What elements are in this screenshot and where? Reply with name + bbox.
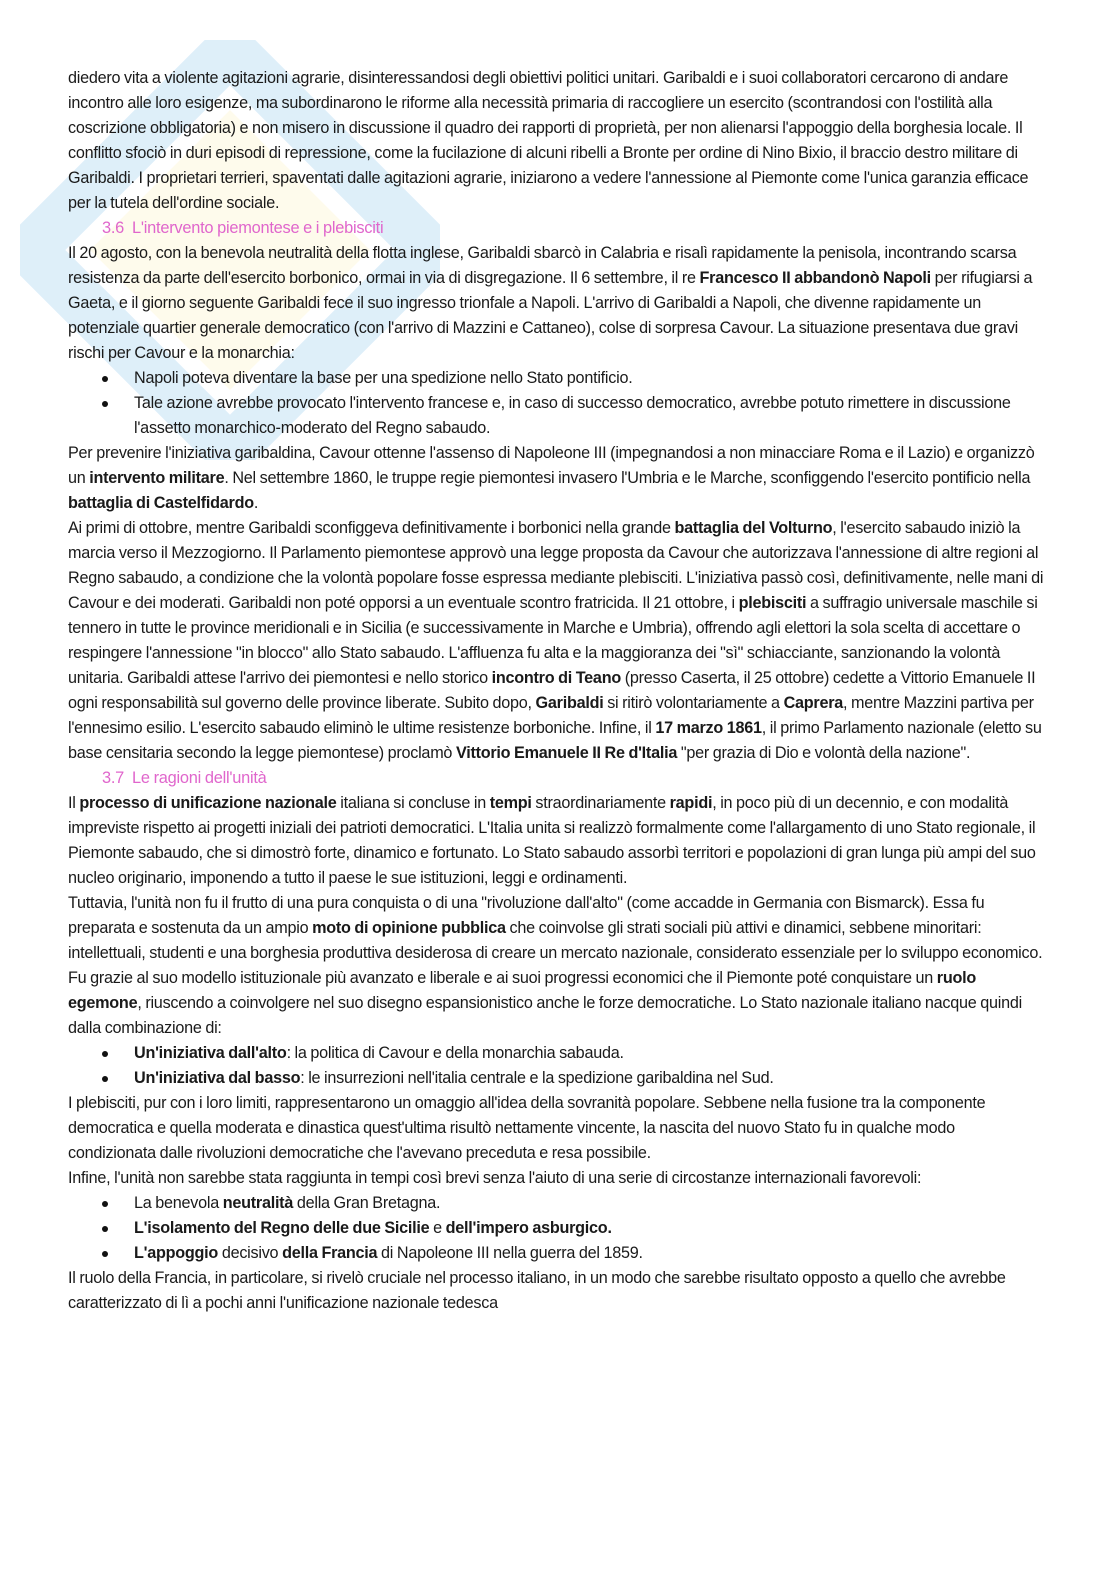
text-run: che coinvolse gli strati sociali più attivi e dinamici, sebbene minoritari: intellettuali, studenti e una borghesia produttiva desiderosa di creare un mercato nazionale, considerato essenziale per lo sviluppo economico. Fu grazie al suo modello istituzionale più avanzato e liberale e ai suoi progressi economici che il Piemonte poté conquistare un [68,919,1043,987]
text-run: , mentre Mazzini partiva per l'ennesimo esilio. L'esercito sabaudo eliminò le ultime resistenze borboniche. Infine, il [68,694,1034,737]
paragraph [68,1266,1046,1316]
bullet-list [68,1041,1046,1091]
bold-text: rapidi [669,794,713,812]
text-run: per rifugiarsi a Gaeta, e il giorno seguente Garibaldi fece il suo ingresso trionfale a Napoli. L'arrivo di Garibaldi a Napoli, che divenne rapidamente un potenziale quartier generale democratico (con l'arrivo di Mazzini e Cattaneo), colse di sorpresa Cavour. La situazione presentava due gravi rischi per Cavour e la monarchia: [68,269,1033,362]
bold-text: incontro di Teano [491,669,621,687]
paragraph [68,66,1046,216]
bold-text: battaglia del Volturno [674,519,833,537]
text-run: . [253,494,259,512]
bold-text: intervento militare [89,469,225,487]
text-run: (presso Caserta, il 25 ottobre) cedette a Vittorio Emanuele II ogni responsabilità sul governo delle province liberate. Subito dopo, [68,669,1036,712]
bold-text: Un'iniziativa dall'alto [134,1044,287,1062]
list-item [134,1216,1046,1241]
text-run: decisivo [218,1244,283,1262]
text-run: La benevola [134,1194,223,1212]
bold-text: battaglia di Castelfidardo [68,494,254,512]
text-run: , riuscendo a coinvolgere nel suo disegno espansionistico anche le forze democratiche. Lo Stato nazionale italiano nacque quindi dalla combinazione di: [68,994,1022,1037]
list-item [134,366,1046,391]
text-run: : le insurrezioni nell'italia centrale e la spedizione garibaldina nel Sud. [300,1069,774,1087]
bold-text: 17 marzo 1861 [655,719,762,737]
paragraph [68,891,1046,1041]
bold-text: tempi [489,794,532,812]
section-number: 3.6 [102,219,125,237]
bullet-list [68,366,1046,441]
section-heading [68,216,1046,241]
text-run: diedero vita a violente agitazioni agrarie, disinteressandosi degli obiettivi politici unitari. Garibaldi e i suoi collaboratori cercarono di andare incontro alle loro esigenze, ma subordinarono le riforme alla necessità primaria di raccogliere un esercito (scontrandosi con l'ostilità alla coscrizione obbligatoria) e non misero in discussione il quadro dei rapporti di proprietà, per non alienarsi l'appoggio della borghesia locale. Il conflitto sfociò in duri episodi di repressione, come la fucilazione di alcuni ribelli a Bronte per ordine di Nino Bixio, il braccio destro militare di Garibaldi. I proprietari terrieri, spaventati dalle agitazioni agrarie, iniziarono a vedere l'annessione al Piemonte come l'unica garanzia efficace per la tutela dell'ordine sociale. [68,69,1029,212]
paragraph [68,1091,1046,1166]
section-number: 3.7 [102,769,125,787]
document-page [68,66,1046,1316]
bold-text: moto di opinione pubblica [312,919,506,937]
text-run: Infine, l'unità non sarebbe stata raggiunta in tempi così brevi senza l'aiuto di una serie di circostanze internazionali favorevoli: [68,1169,922,1187]
bold-text: dell'impero asburgico. [445,1219,612,1237]
list-item [134,391,1046,441]
text-run: italiana si concluse in [336,794,490,812]
text-run: Napoli poteva diventare la base per una spedizione nello Stato pontificio. [134,369,633,387]
paragraph [68,791,1046,891]
text-run: Per prevenire l'iniziativa garibaldina, Cavour ottenne l'assenso di Napoleone III (impegnandosi a non minacciare Roma e il Lazio) e organizzò un [68,444,1035,487]
bold-text: Garibaldi [535,694,604,712]
bullet-list [68,1191,1046,1266]
text-run: a suffragio universale maschile si tennero in tutte le province meridionali e in Sicilia (e successivamente in Marche e Umbria), offrendo agli elettori la sola scelta di accettare o respingere l'annessione "in blocco" allo Stato sabaudo. L'affluenza fu alta e la maggioranza dei "sì" schiacciante, sanzionando la volontà unitaria. Garibaldi attese l'arrivo dei piemontesi e nello storico [68,594,1038,687]
list-item [134,1066,1046,1091]
bold-text: plebisciti [738,594,807,612]
text-run: di Napoleone III nella guerra del 1859. [377,1244,643,1262]
text-run: straordinariamente [531,794,670,812]
text-run: , in poco più di un decennio, e con modalità impreviste rispetto ai progetti iniziali dei patrioti democratici. L'Italia unita si realizzò formalmente come l'allargamento di uno Stato regionale, il Piemonte sabaudo, che si dimostrò forte, dinamico e fortunato. Lo Stato sabaudo assorbì territori e popolazioni di gran lunga più ampi del suo nucleo originario, imponendo a tutto il paese le sue istituzioni, leggi e ordinamenti. [68,794,1036,887]
text-run: Il [68,794,80,812]
bold-text: processo di unificazione nazionale [79,794,337,812]
bold-text: L'appoggio [134,1244,219,1262]
text-run: , il primo Parlamento nazionale (eletto su base censitaria secondo la legge piemontese) proclamò [68,719,1042,762]
text-run: Tale azione avrebbe provocato l'intervento francese e, in caso di successo democratico, avrebbe potuto rimettere in discussione l'assetto monarchico-moderato del Regno sabaudo. [134,394,1011,437]
text-run: : la politica di Cavour e della monarchia sabauda. [286,1044,624,1062]
section-heading [68,766,1046,791]
text-run: , l'esercito sabaudo iniziò la marcia verso il Mezzogiorno. Il Parlamento piemontese approvò una legge proposta da Cavour che autorizzava l'annessione di altre regioni al Regno sabaudo, a condizione che la volontà popolare fosse espressa mediante plebisciti. L'iniziativa passò così, definitivamente, nelle mani di Cavour e dei moderati. Garibaldi non poté opporsi a un eventuale scontro fratricida. Il 21 ottobre, i [68,519,1044,612]
bold-text: L'isolamento del Regno delle due Sicilie [134,1219,430,1237]
bold-text: Caprera [783,694,843,712]
list-item [134,1041,1046,1066]
text-run: della Gran Bretagna. [293,1194,441,1212]
list-item [134,1241,1046,1266]
text-run: Ai primi di ottobre, mentre Garibaldi sconfiggeva definitivamente i borbonici nella grande [68,519,675,537]
bold-text: della Francia [282,1244,378,1262]
bold-text: neutralità [222,1194,294,1212]
bold-text: ruolo egemone [68,969,976,1012]
text-run: . Nel settembre 1860, le truppe regie piemontesi invasero l'Umbria e le Marche, sconfiggendo l'esercito pontificio nella [224,469,1031,487]
text-run: I plebisciti, pur con i loro limiti, rappresentarono un omaggio all'idea della sovranità popolare. Sebbene nella fusione tra la componente democratica e quella moderata e dinastica quest'ultima risultò nettamente vincente, la nascita del nuovo Stato fu in qualche modo condizionata dalle rivoluzioni democratiche che l'avevano preceduta e resa possibile. [68,1094,986,1162]
text-run: Il ruolo della Francia, in particolare, si rivelò cruciale nel processo italiano, in un modo che sarebbe risultato opposto a quello che avrebbe caratterizzato di lì a pochi anni l'unificazione nazionale tedesca [68,1269,1006,1312]
section-title: Le ragioni dell'unità [132,769,267,787]
text-run: Il 20 agosto, con la benevola neutralità della flotta inglese, Garibaldi sbarcò in Calabria e risalì rapidamente la penisola, incontrando scarsa resistenza da parte dell'esercito borbonico, ormai in via di disgregazione. Il 6 settembre, il re [68,244,1017,287]
paragraph [68,1166,1046,1191]
section-title: L'intervento piemontese e i plebisciti [132,219,384,237]
list-item [134,1191,1046,1216]
bold-text: Vittorio Emanuele II Re d'Italia [455,744,678,762]
paragraph [68,516,1046,766]
text-run: Tuttavia, l'unità non fu il frutto di una pura conquista o di una "rivoluzione dall'alto" (come accadde in Germania con Bismarck). Essa fu preparata e sostenuta da un ampio [68,894,985,937]
text-run: "per grazia di Dio e volontà della nazione". [677,744,971,762]
text-run: e [429,1219,446,1237]
paragraph [68,241,1046,366]
bold-text: Francesco II abbandonò Napoli [699,269,931,287]
bold-text: Un'iniziativa dal basso [134,1069,301,1087]
paragraph [68,441,1046,516]
text-run: si ritirò volontariamente a [603,694,784,712]
